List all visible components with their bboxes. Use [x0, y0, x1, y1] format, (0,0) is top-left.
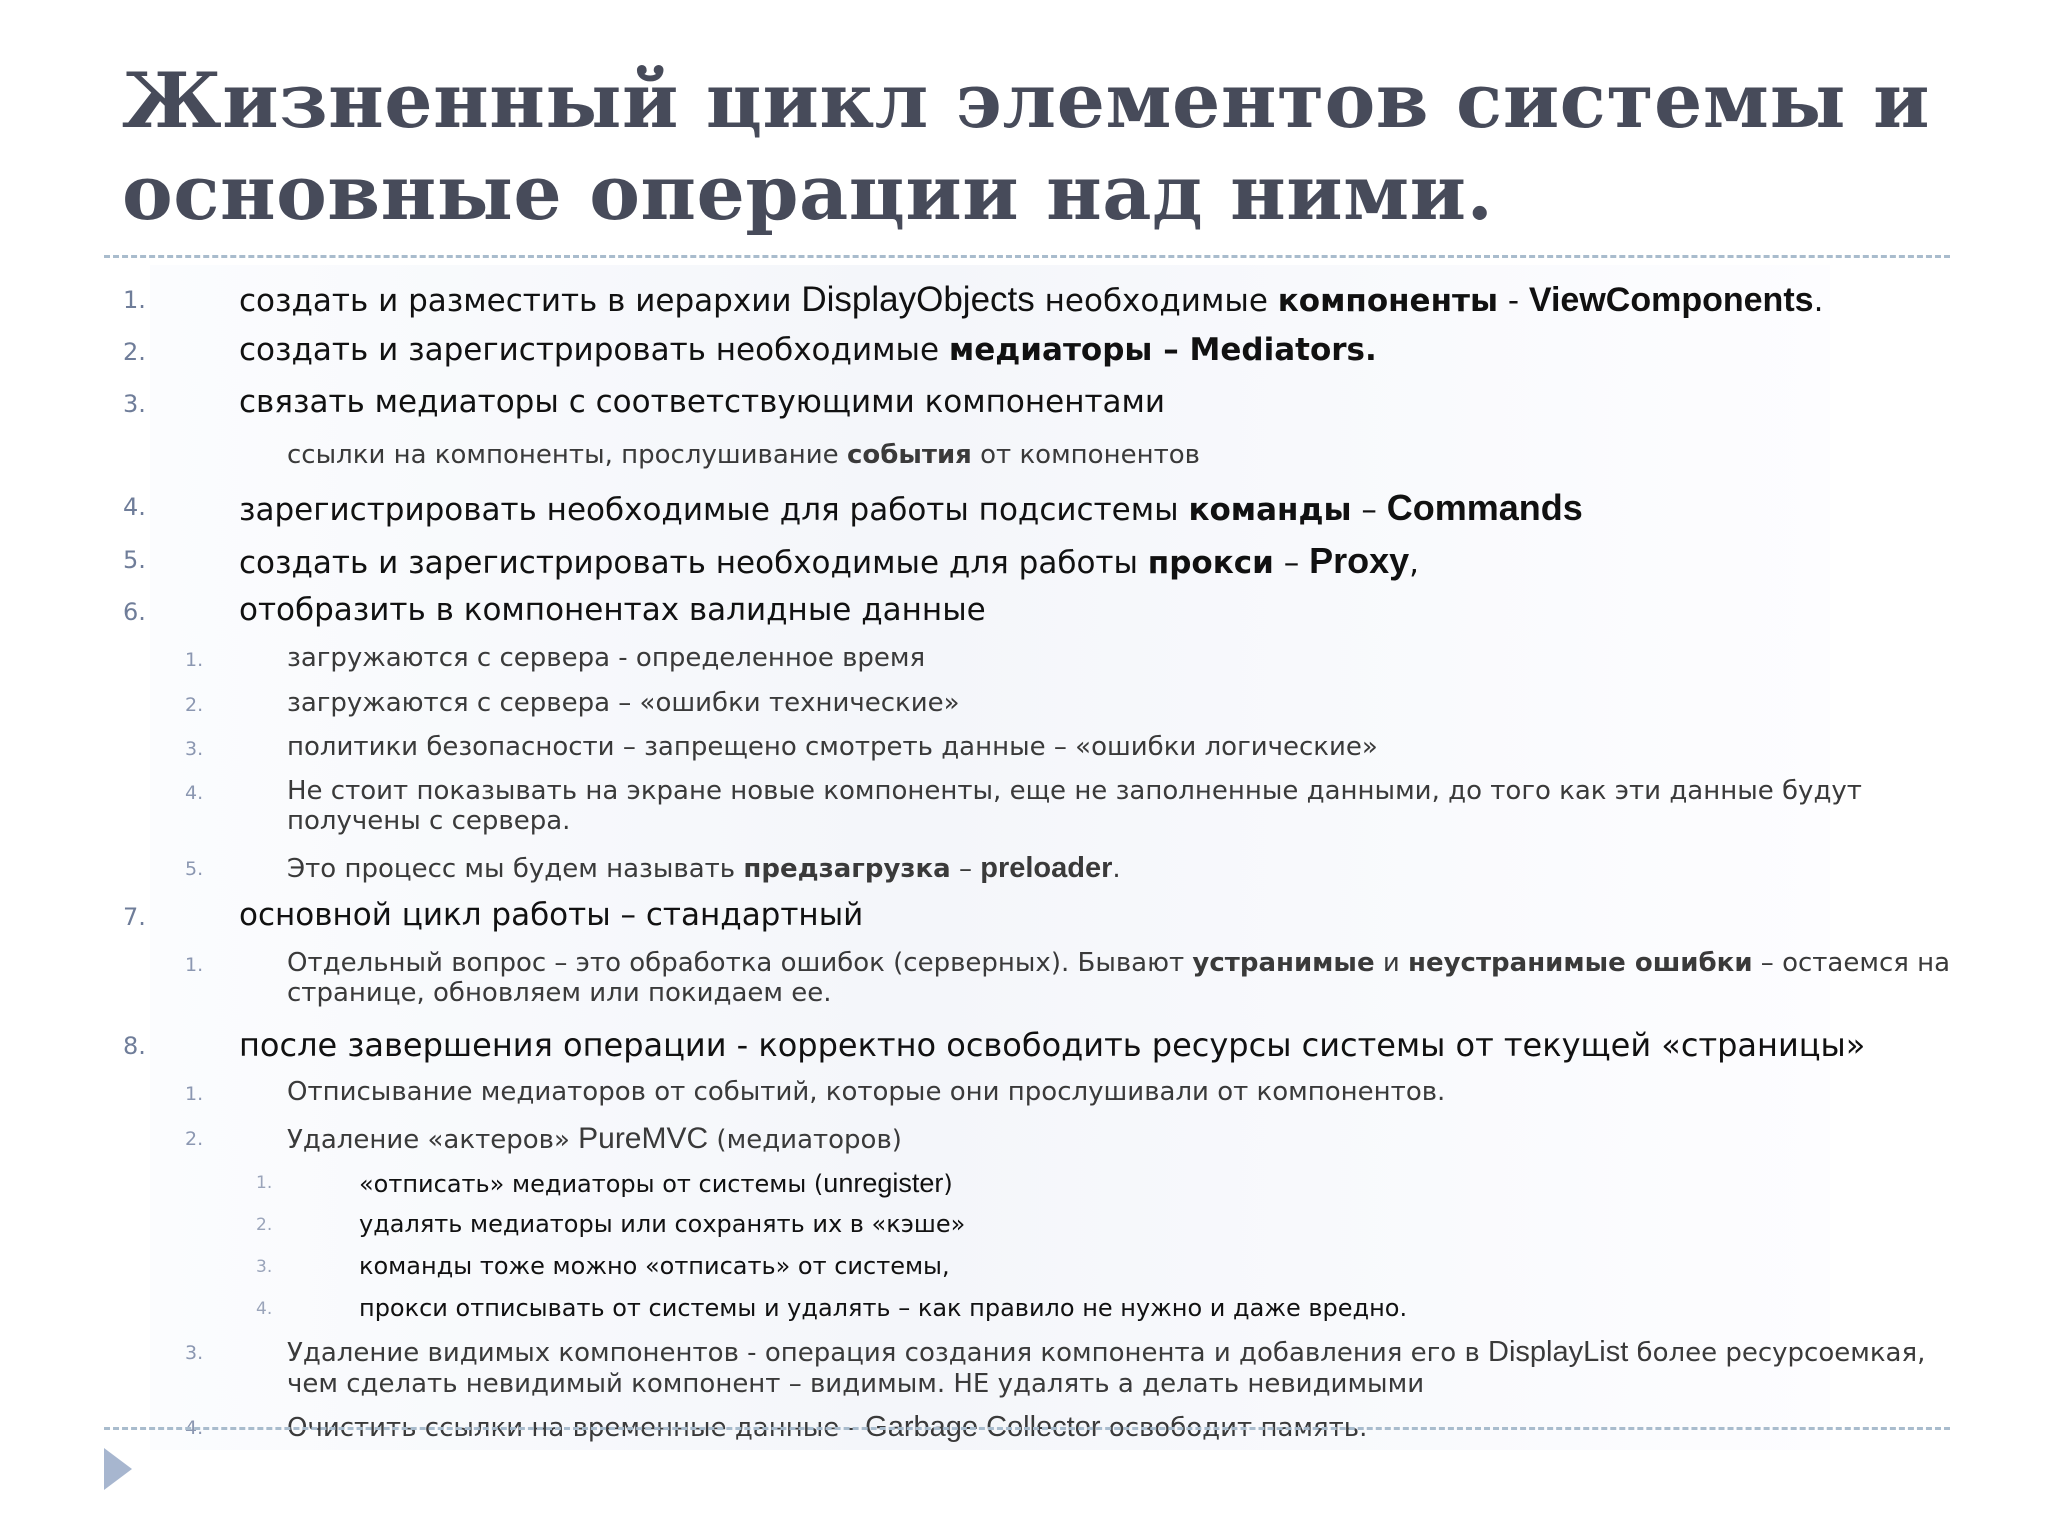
list-text: Очистить ссылки на временные данные - Garbage Collector освободит память. — [287, 1411, 1368, 1443]
list-text: Отписывание медиаторов от событий, которые они прослушивали от компонентов. — [287, 1077, 1446, 1107]
list-text: создать и разместить в иерархии DisplayObjects необходимые компоненты - ViewComponents. — [239, 280, 1824, 319]
list-text: Удаление видимых компонентов - операция создания компонента и добавления его в DisplayList более ресурсоемкая, чем сделать невидимый компонент – видимым. НЕ удалять а делать невидимыми — [287, 1336, 1926, 1399]
list-text: политики безопасности – запрещено смотреть данные – «ошибки логические» — [287, 732, 1378, 762]
list-text: основной цикл работы – стандартный — [239, 897, 864, 933]
list-text: Отдельный вопрос – это обработка ошибок (серверных). Бывают устранимые и неустранимые ошибки – остаемся на странице, обновляем или покидаем ее. — [287, 948, 1951, 1008]
list-text: удалять медиаторы или сохранять их в «кэше» — [359, 1210, 966, 1238]
list-number: 2. — [185, 1128, 204, 1150]
list-number: 4. — [185, 782, 204, 804]
list-text: «отписать» медиаторы от системы (unregister) — [359, 1168, 953, 1198]
list-number: 3. — [185, 738, 204, 760]
bottom-dashed-divider — [104, 1427, 1950, 1430]
list-number: 6. — [123, 598, 146, 626]
list-text: загружаются с сервера - определенное время — [287, 643, 926, 673]
list-text: отобразить в компонентах валидные данные — [239, 592, 986, 628]
list-number: 4. — [256, 1299, 273, 1319]
list-text: после завершения операции - корректно освободить ресурсы системы от текущей «страницы» — [239, 1026, 1866, 1064]
list-number: 5. — [185, 858, 204, 880]
list-number: 3. — [256, 1257, 273, 1277]
list-text: зарегистрировать необходимые для работы подсистемы команды – Commands — [239, 487, 1583, 528]
list-text: Не стоит показывать на экране новые компоненты, еще не заполненные данными, до того как эти данные будут получены с сервера. — [287, 776, 1862, 836]
list-text: Это процесс мы будем называть предзагрузка – preloader. — [287, 852, 1121, 884]
list-number: 1. — [185, 1083, 204, 1105]
list-number: 2. — [123, 338, 146, 366]
list-number: 8. — [123, 1032, 146, 1060]
slide-title-line-1: Жизненный цикл элементов системы и — [122, 56, 1930, 145]
list-text: загружаются с сервера – «ошибки технические» — [287, 688, 960, 718]
list-number: 1. — [123, 286, 146, 314]
list-number: 2. — [256, 1215, 273, 1235]
list-number: 7. — [123, 903, 146, 931]
list-text: команды тоже можно «отписать» от системы, — [359, 1252, 950, 1280]
play-triangle-icon — [104, 1448, 132, 1490]
slide-title-line-2: основные операции над ними. — [122, 148, 1494, 237]
list-number: 3. — [185, 1342, 204, 1364]
list-number: 1. — [185, 649, 204, 671]
list-text: связать медиаторы с соответствующими компонентами — [239, 384, 1166, 420]
list-text: создать и зарегистрировать необходимые медиаторы – Mediators. — [239, 332, 1377, 368]
list-number: 3. — [123, 390, 146, 418]
slide-title — [122, 55, 1972, 239]
list-text: ссылки на компоненты, прослушивание события от компонентов — [287, 440, 1200, 470]
list-number: 1. — [256, 1173, 273, 1193]
list-number: 4. — [185, 1417, 204, 1439]
list-number: 1. — [185, 954, 204, 976]
list-text: прокси отписывать от системы и удалять – как правило не нужно и даже вредно. — [359, 1294, 1408, 1322]
list-text: создать и зарегистрировать необходимые для работы прокси – Proxy, — [239, 540, 1419, 581]
list-number: 5. — [123, 546, 146, 574]
list-text: Удаление «актеров» PureMVC (медиаторов) — [287, 1122, 902, 1155]
list-number: 2. — [185, 694, 204, 716]
top-dashed-divider — [104, 255, 1950, 258]
list-number: 4. — [123, 493, 146, 521]
